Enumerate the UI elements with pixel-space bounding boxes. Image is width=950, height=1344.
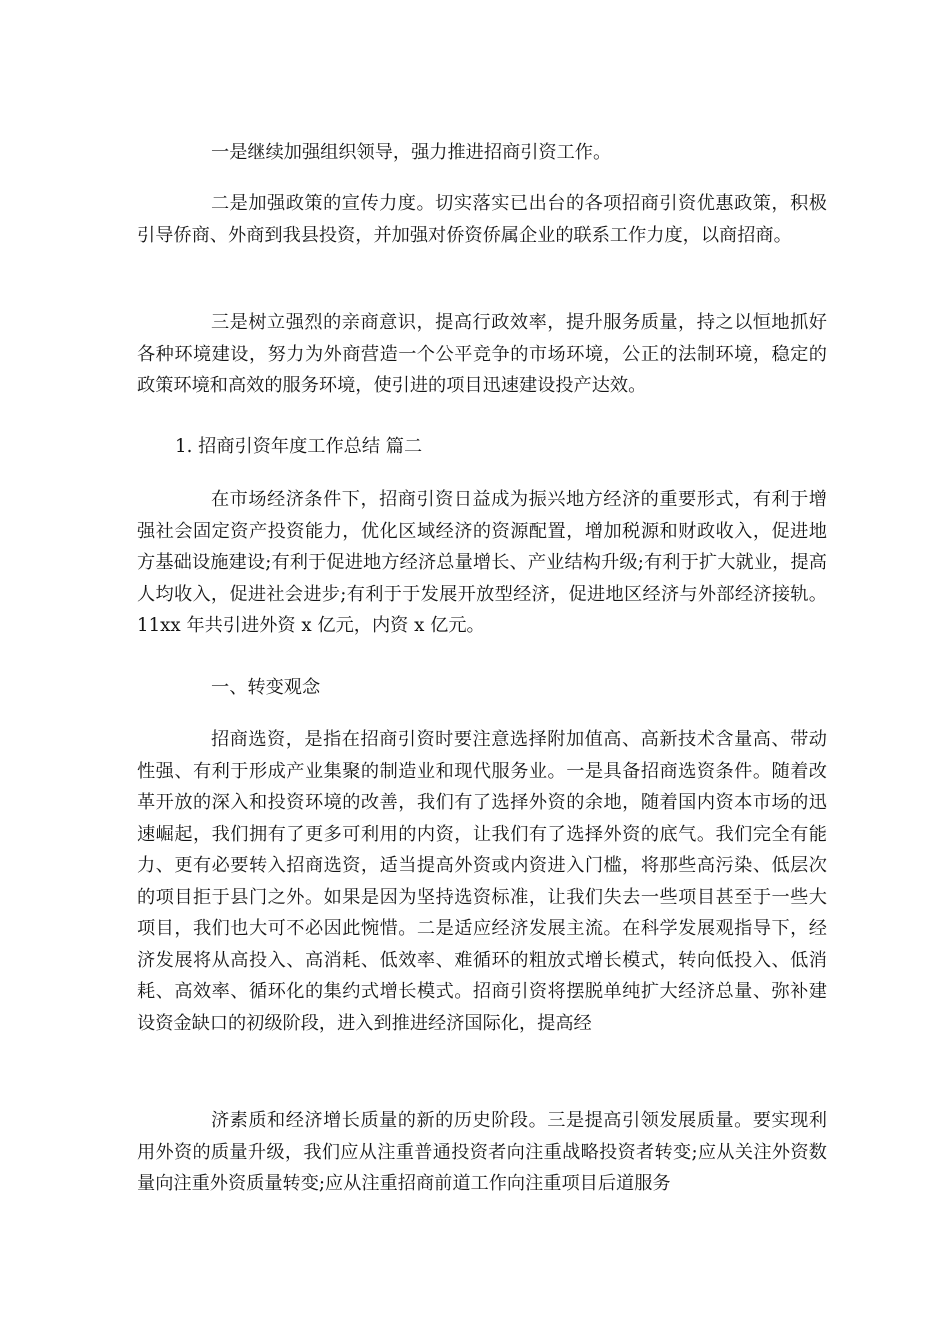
- subheading-1: 一、转变观念: [211, 677, 321, 698]
- paragraph-5: 招商选资，是指在招商引资时要注意选择附加值高、高新技术含量高、带动性强、有利于形成产业集聚的制造业和现代服务业。一是具备招商选资条件。随着改革开放的深入和投资环境的改善，我们有了选择外资的余地，随着国内资本市场的迅速崛起，我们拥有了更多可利用的内资，让我们有了选择外资的底气。我们完全有能力、更有必要转入招商选资，适当提高外资或内资进入门槛，将那些高污染、低层次的项目拒于县门之外。如果是因为坚持选资标准，让我们失去一些项目甚至于一些大项目，我们也大可不必因此惋惜。二是适应经济发展主流。在科学发展观指导下，经济发展将从高投入、高消耗、低效率、难循环的粗放式增长模式，转向低投入、低消耗、高效率、循环化的集约式增长模式。招商引资将摆脱单纯扩大经济总量、弥补建设资金缺口的初级阶段，进入到推进经济国际化，提高经: [137, 729, 827, 1034]
- paragraph-4: 在市场经济条件下，招商引资日益成为振兴地方经济的重要形式，有利于增强社会固定资产投资能力，优化区域经济的资源配置，增加税源和财政收入，促进地方基础设施建设;有利于促进地方经济总量增长、产业结构升级;有利于扩大就业，提高人均收入，促进社会进步;有利于于发展开放型经济，促进地区经济与外部经济接轨。11xx 年共引进外资 x 亿元，内资 x 亿元。: [137, 489, 827, 636]
- paragraph-1: 一是继续加强组织领导，强力推进招商引资工作。: [211, 142, 612, 163]
- paragraph-6: 济素质和经济增长质量的新的历史阶段。三是提高引领发展质量。要实现利用外资的质量升级，我们应从注重普通投资者向注重战略投资者转变;应从关注外资数量向注重外资质量转变;应从注重招商前道工作向注重项目后道服务: [137, 1110, 827, 1194]
- paragraph-2: 二是加强政策的宣传力度。切实落实已出台的各项招商引资优惠政策，积极引导侨商、外商到我县投资，并加强对侨资侨属企业的联系工作力度，以商招商。: [137, 193, 827, 246]
- paragraph-3: 三是树立强烈的亲商意识，提高行政效率，提升服务质量，持之以恒地抓好各种环境建设，努力为外商营造一个公平竞争的市场环境，公正的法制环境，稳定的政策环境和高效的服务环境，使引进的项目迅速建设投产达效。: [137, 312, 827, 396]
- section-heading: 1. 招商引资年度工作总结 篇二: [175, 436, 423, 457]
